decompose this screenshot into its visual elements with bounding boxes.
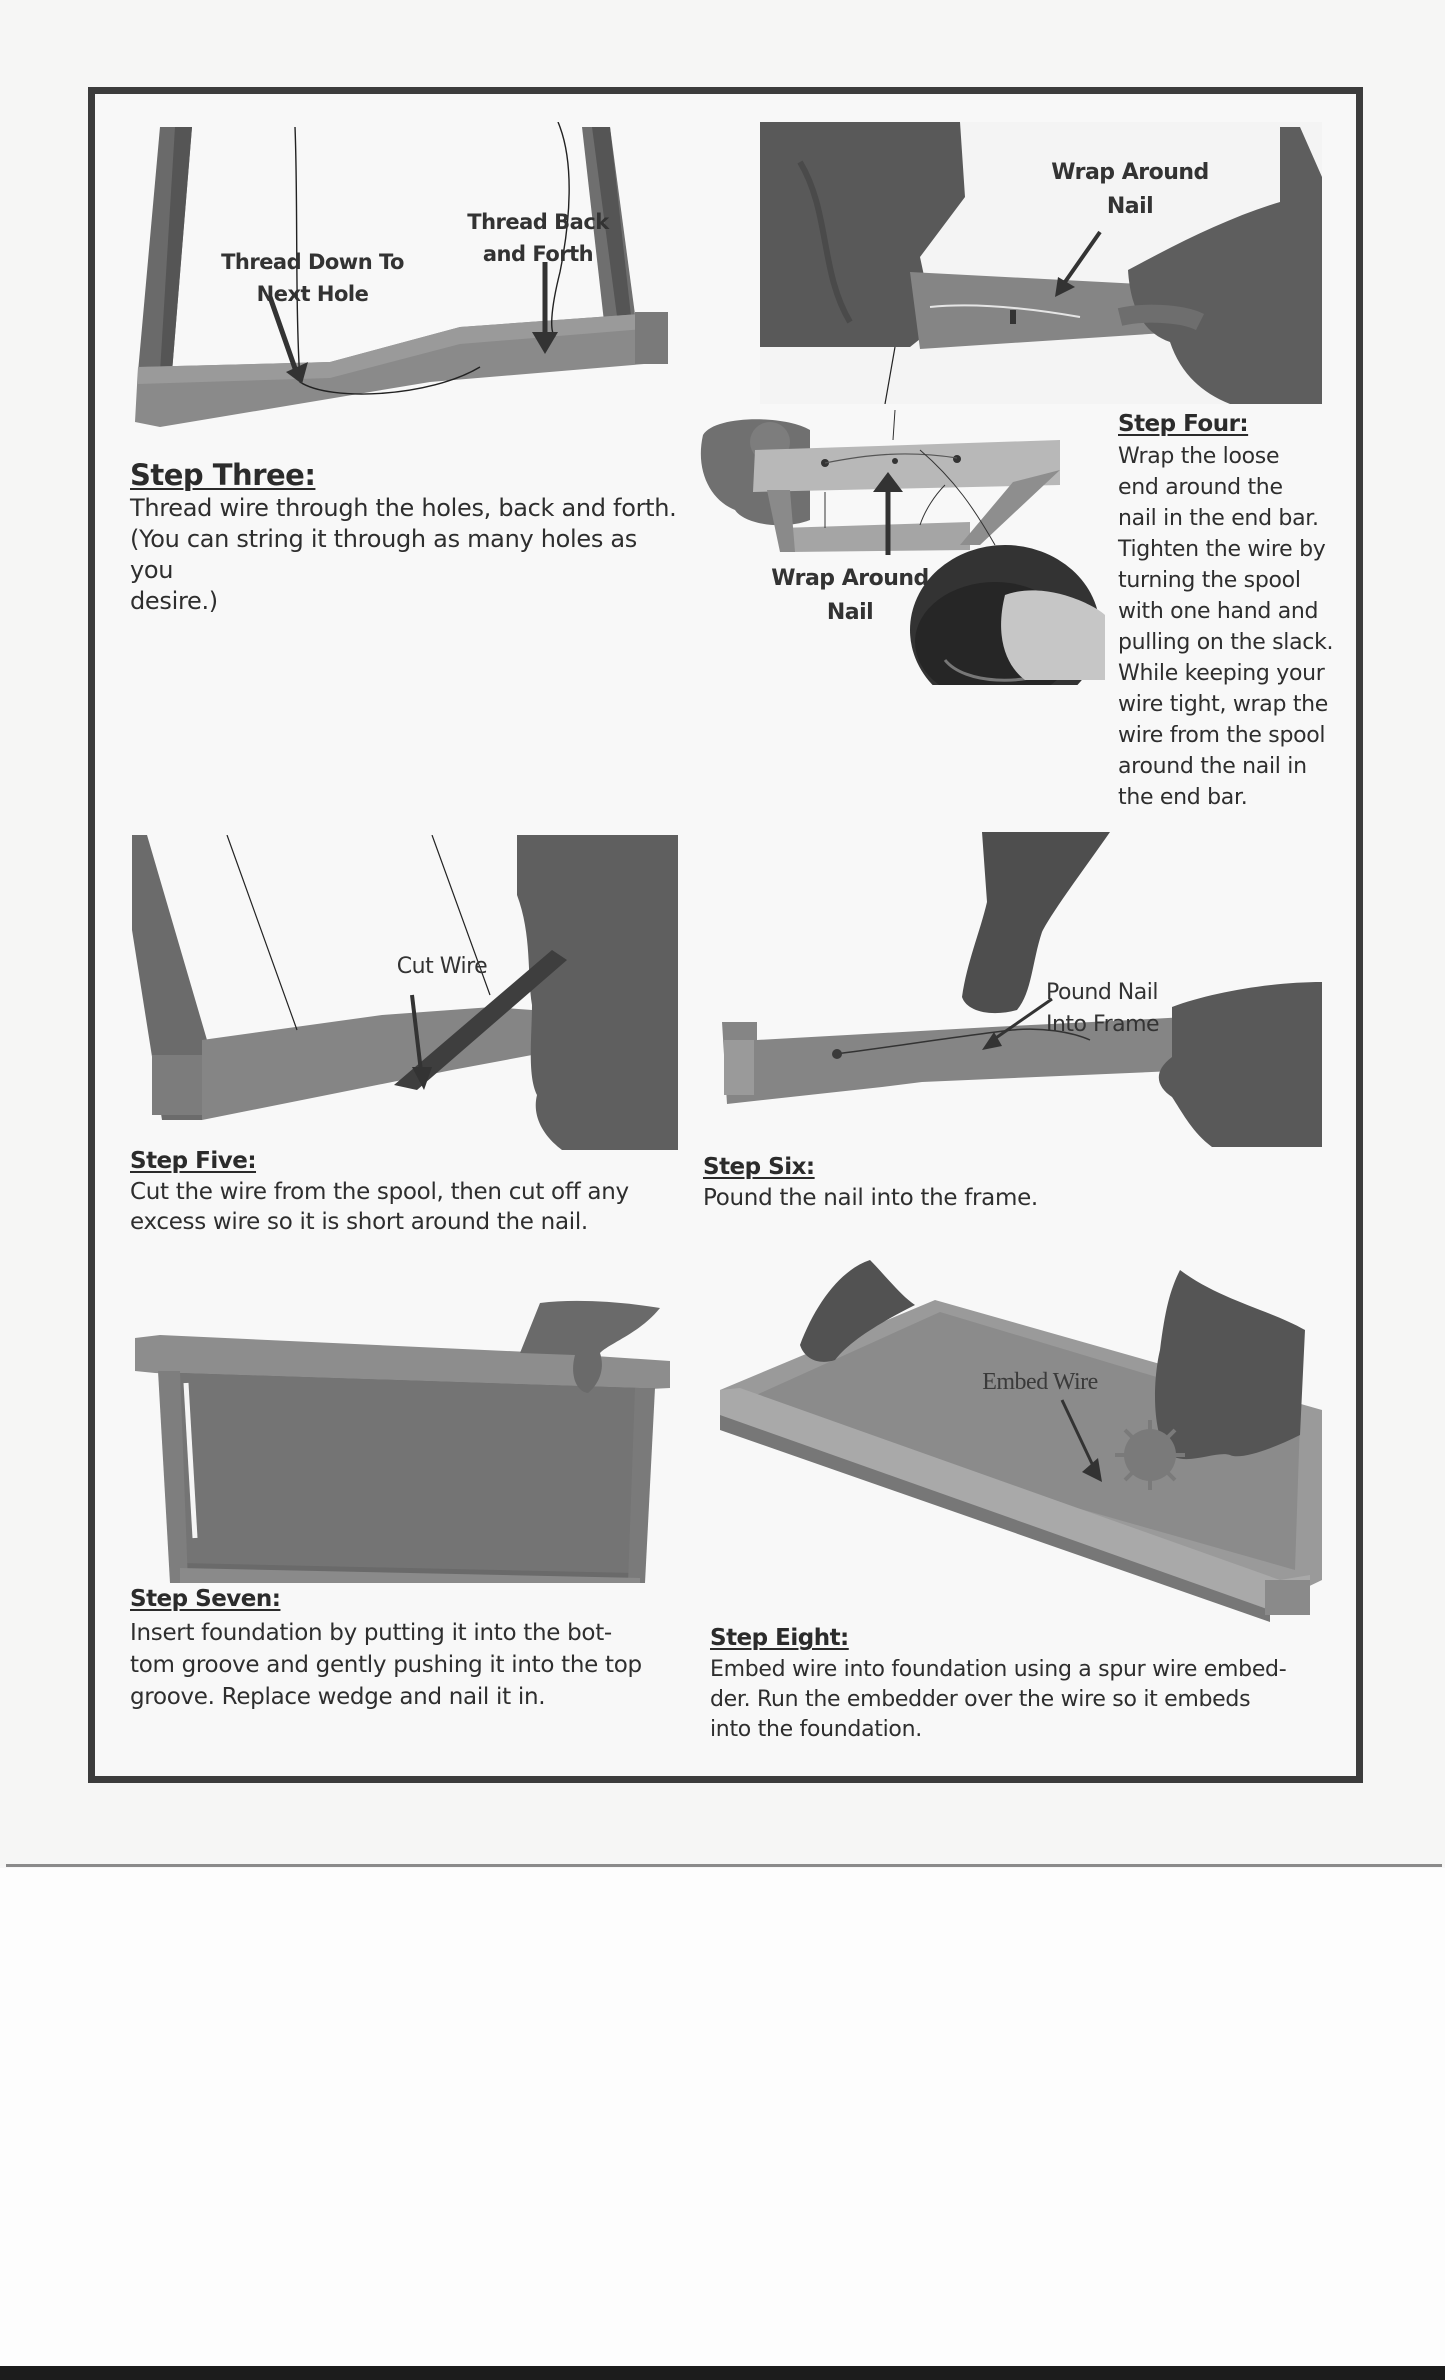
body-line: pulling on the slack. <box>1118 630 1334 655</box>
body-line: turning the spool <box>1118 568 1301 593</box>
pound-nail-illustration <box>712 832 1322 1147</box>
body-line: end around the <box>1118 475 1283 500</box>
body-line: the end bar. <box>1118 785 1248 810</box>
embed-wire-illustration <box>710 1250 1322 1622</box>
scanner-bed-edge <box>0 2366 1445 2380</box>
cut-wire-illustration <box>132 835 678 1150</box>
callout-thread-down <box>210 246 415 310</box>
step-six-photo <box>712 832 1322 1147</box>
step-eight-photo <box>710 1250 1322 1622</box>
step-five-body <box>130 1177 690 1237</box>
callout-line: Into Frame <box>1046 1012 1160 1037</box>
insert-foundation-illustration <box>130 1293 670 1583</box>
callout-pound-nail <box>1046 977 1186 1041</box>
body-line: nail in the end bar. <box>1118 506 1319 531</box>
step-six-heading: Step Six: <box>703 1154 815 1180</box>
step-seven-body <box>130 1617 690 1713</box>
body-line: tom groove and gently pushing it into the top <box>130 1652 642 1678</box>
callout-line: Next Hole <box>256 282 369 306</box>
body-line: Wrap the loose <box>1118 444 1280 469</box>
body-line: wire from the spool <box>1118 723 1326 748</box>
body-line: While keeping your <box>1118 661 1325 686</box>
callout-line: Nail <box>1106 194 1154 219</box>
callout-line: Wrap Around <box>771 566 929 591</box>
callout-line: Pound Nail <box>1046 980 1158 1005</box>
step-five-photo <box>132 835 678 1150</box>
frame-and-spool-illustration <box>695 410 1105 685</box>
callout-wrap-around-nail-top <box>1040 156 1220 224</box>
body-line: Insert foundation by putting it into the bot- <box>130 1620 612 1646</box>
callout-line: Wrap Around <box>1051 160 1209 185</box>
paper-edge <box>6 1864 1442 1867</box>
body-line: Thread wire through the holes, back and forth. <box>130 494 677 522</box>
callout-line: Embed Wire <box>982 1369 1098 1395</box>
callout-wrap-around-nail-bottom <box>760 562 940 630</box>
step-four-photo-spool <box>695 410 1105 685</box>
callout-line: Cut Wire <box>396 954 488 979</box>
body-line: with one hand and <box>1118 599 1319 624</box>
body-line: wire tight, wrap the <box>1118 692 1329 717</box>
step-three-heading: Step Three: <box>130 458 316 492</box>
step-three-body <box>130 493 680 617</box>
body-line: Tighten the wire by <box>1118 537 1326 562</box>
step-five-heading: Step Five: <box>130 1148 257 1174</box>
body-line: excess wire so it is short around the nail. <box>130 1209 588 1235</box>
step-eight-body <box>710 1655 1320 1745</box>
callout-thread-back <box>452 206 624 270</box>
body-line: groove. Replace wedge and nail it in. <box>130 1684 546 1710</box>
step-eight-heading: Step Eight: <box>710 1625 849 1651</box>
step-four-body <box>1118 441 1348 813</box>
body-line: around the nail in <box>1118 754 1307 779</box>
body-line: (You can string it through as many holes as you <box>130 525 638 584</box>
callout-cut-wire <box>372 950 512 983</box>
step-seven-photo <box>130 1293 670 1583</box>
body-line: Embed wire into foundation using a spur wire embed- <box>710 1657 1287 1682</box>
callout-line: Nail <box>826 600 874 625</box>
callout-line: Thread Back <box>467 210 609 234</box>
body-line: der. Run the embedder over the wire so it embeds <box>710 1687 1251 1712</box>
paper-lower-area <box>0 1868 1445 2366</box>
body-line: into the foundation. <box>710 1717 922 1742</box>
step-four-heading: Step Four: <box>1118 411 1249 437</box>
body-line: desire.) <box>130 587 218 615</box>
body-line: Cut the wire from the spool, then cut off any <box>130 1179 629 1205</box>
callout-embed-wire <box>965 1366 1115 1399</box>
callout-line: Thread Down To <box>221 250 404 274</box>
step-seven-heading: Step Seven: <box>130 1586 281 1612</box>
callout-line: and Forth <box>482 242 594 266</box>
body-line: Pound the nail into the frame. <box>703 1185 1038 1211</box>
step-six-body <box>703 1183 1303 1213</box>
